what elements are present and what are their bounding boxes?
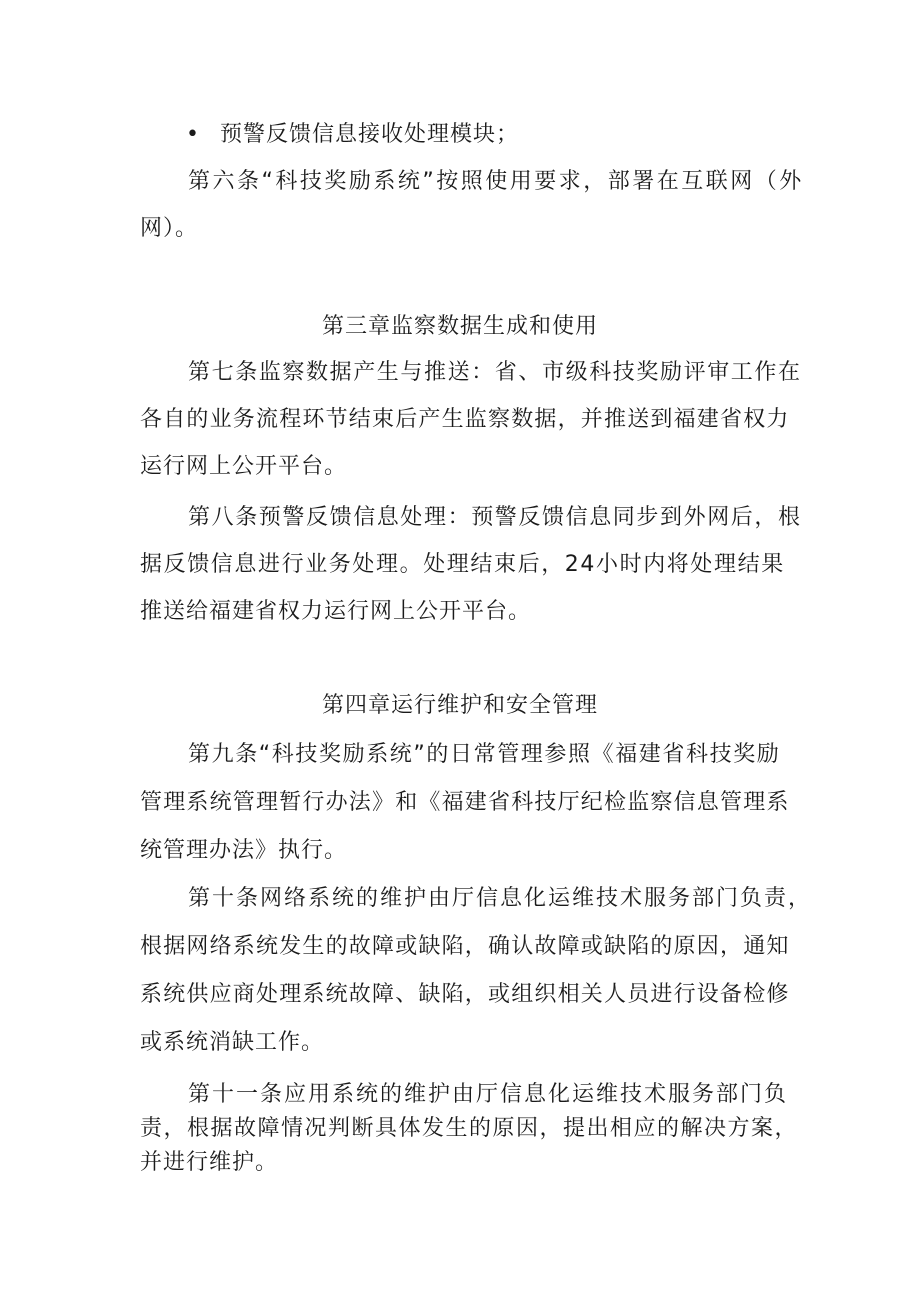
article10-line-3: 系统供应商处理系统故障、缺陷，或组织相关人员进行设备检修	[140, 982, 790, 1007]
article6-line-1: 第六条“科技奖励系统”按照使用要求，部署在互联网（外	[188, 169, 804, 194]
article10-line-1: 第十条网络系统的维护由厅信息化运维技术服务部门负责，	[188, 886, 813, 911]
article11-line-1: 第十一条应用系统的维护由厅信息化运维技术服务部门负	[188, 1082, 789, 1107]
chapter4-heading: 第四章运行维护和安全管理	[321, 693, 598, 718]
bullet-marker: •	[186, 122, 199, 147]
article7-line-1: 第七条监察数据产生与推送：省、市级科技奖励评审工作在	[188, 360, 802, 385]
article7-line-2: 各自的业务流程环节结束后产生监察数据，并推送到福建省权力	[140, 407, 790, 432]
article9-line-2: 管理系统管理暂行办法》和《福建省科技厅纪检监察信息管理系	[140, 790, 790, 815]
article11-line-3: 并进行维护。	[140, 1150, 279, 1175]
article8-line-2: 据反馈信息进行业务处理。处理结束后，24小时内将处理结果	[140, 552, 785, 577]
article10-line-4: 或系统消缺工作。	[140, 1030, 325, 1055]
article6-line-2: 网）。	[140, 216, 199, 241]
article9-line-3: 统管理办法》执行。	[140, 838, 348, 863]
chapter3-heading: 第三章监察数据生成和使用	[321, 314, 598, 339]
article11-line-2: 责，根据故障情况判断具体发生的原因，提出相应的解决方案，	[140, 1116, 799, 1141]
article10-line-2: 根据网络系统发生的故障或缺陷，确认故障或缺陷的原因，通知	[140, 934, 790, 959]
article9-line-1: 第九条“科技奖励系统”的日常管理参照《福建省科技奖励	[188, 742, 781, 767]
article7-line-3: 运行网上公开平台。	[140, 454, 348, 479]
article8-line-3: 推送给福建省权力运行网上公开平台。	[140, 599, 532, 624]
article8-line-1: 第八条预警反馈信息处理：预警反馈信息同步到外网后，根	[188, 505, 802, 530]
bullet-text: 预警反馈信息接收处理模块；	[220, 122, 520, 147]
